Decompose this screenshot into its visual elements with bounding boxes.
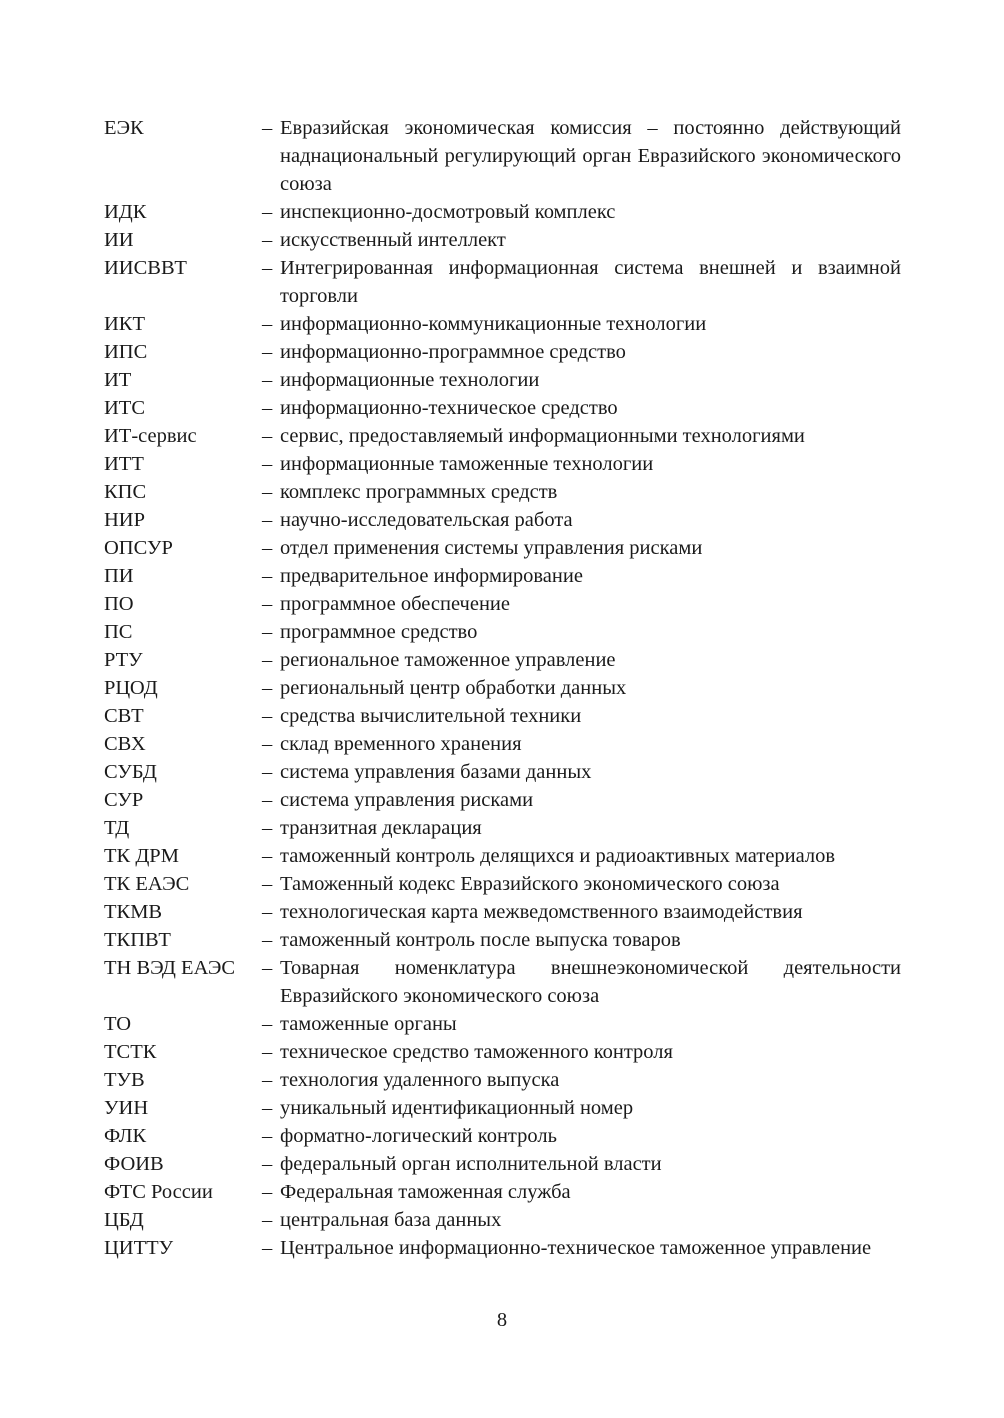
entry-dash: – xyxy=(262,117,273,139)
entry-dash: – xyxy=(262,677,273,699)
abbreviation-entry xyxy=(104,1234,901,1262)
abbreviation-term: ПО xyxy=(104,593,134,615)
abbreviation-entry xyxy=(104,870,901,898)
abbreviation-definition: информационные технологии xyxy=(280,369,540,391)
abbreviation-list xyxy=(104,114,901,1262)
abbreviation-entry xyxy=(104,1094,901,1122)
abbreviation-term: ПС xyxy=(104,621,133,643)
entry-dash: – xyxy=(262,1097,273,1119)
abbreviation-entry xyxy=(104,450,901,478)
abbreviation-definition: технология удаленного выпуска xyxy=(280,1069,560,1091)
abbreviation-term: ИПС xyxy=(104,341,148,363)
abbreviation-definition: информационно-программное средство xyxy=(280,341,626,363)
abbreviation-definition: система управления рисками xyxy=(280,789,534,811)
entry-dash: – xyxy=(262,341,273,363)
entry-dash: – xyxy=(262,733,273,755)
abbreviation-definition: центральная база данных xyxy=(280,1209,502,1231)
abbreviation-definition: транзитная декларация xyxy=(280,817,482,839)
abbreviation-term: ТК ЕАЭС xyxy=(104,873,190,895)
abbreviation-term: СВХ xyxy=(104,733,146,755)
entry-dash: – xyxy=(262,817,273,839)
abbreviation-definition: уникальный идентификационный номер xyxy=(280,1097,634,1119)
abbreviation-definition: таможенный контроль после выпуска товаров xyxy=(280,929,681,951)
abbreviation-entry xyxy=(104,506,901,534)
abbreviation-entry xyxy=(104,954,901,1010)
abbreviation-entry xyxy=(104,310,901,338)
abbreviation-entry xyxy=(104,730,901,758)
abbreviation-entry xyxy=(104,338,901,366)
abbreviation-entry xyxy=(104,562,901,590)
abbreviation-entry xyxy=(104,1066,901,1094)
entry-dash: – xyxy=(262,845,273,867)
abbreviation-definition: информационные таможенные технологии xyxy=(280,453,654,475)
abbreviation-definition: искусственный интеллект xyxy=(280,229,506,251)
abbreviation-term: НИР xyxy=(104,509,146,531)
abbreviation-term: РТУ xyxy=(104,649,143,671)
abbreviation-entry xyxy=(104,702,901,730)
abbreviation-definition: система управления базами данных xyxy=(280,761,592,783)
abbreviation-term: УИН xyxy=(104,1097,149,1119)
abbreviation-definition: технологическая карта межведомственного взаимодействия xyxy=(280,901,803,923)
abbreviation-definition: Товарная номенклатура внешнеэкономической деятельности Евразийского экономического союза xyxy=(280,957,901,1007)
entry-dash: – xyxy=(262,257,273,279)
entry-dash: – xyxy=(262,1013,273,1035)
abbreviation-term: ФОИВ xyxy=(104,1153,164,1175)
abbreviation-definition: Евразийская экономическая комиссия – постоянно действующий наднациональный регулирующий орган Евразийского экономического союза xyxy=(280,117,901,195)
abbreviation-term: ЦБД xyxy=(104,1209,144,1231)
abbreviation-entry xyxy=(104,226,901,254)
entry-dash: – xyxy=(262,901,273,923)
abbreviation-definition: Федеральная таможенная служба xyxy=(280,1181,571,1203)
abbreviation-definition: научно-исследовательская работа xyxy=(280,509,573,531)
abbreviation-term: ТО xyxy=(104,1013,132,1035)
abbreviation-term: ПИ xyxy=(104,565,134,587)
abbreviation-term: ТУВ xyxy=(104,1069,145,1091)
abbreviation-term: ТК ДРМ xyxy=(104,845,179,867)
abbreviation-entry xyxy=(104,926,901,954)
entry-dash: – xyxy=(262,369,273,391)
abbreviation-definition: сервис, предоставляемый информационными технологиями xyxy=(280,425,805,447)
abbreviation-definition: отдел применения системы управления рисками xyxy=(280,537,703,559)
abbreviation-definition: форматно-логический контроль xyxy=(280,1125,557,1147)
abbreviation-definition: таможенный контроль делящихся и радиоактивных материалов xyxy=(280,845,836,867)
abbreviation-definition: предварительное информирование xyxy=(280,565,583,587)
abbreviation-term: ИТ xyxy=(104,369,132,391)
entry-dash: – xyxy=(262,957,273,979)
entry-dash: – xyxy=(262,1209,273,1231)
abbreviation-term: СВТ xyxy=(104,705,144,727)
abbreviation-entry xyxy=(104,590,901,618)
abbreviation-definition: комплекс программных средств xyxy=(280,481,558,503)
abbreviation-term: ИТ-сервис xyxy=(104,425,197,447)
abbreviation-entry xyxy=(104,758,901,786)
abbreviation-entry xyxy=(104,674,901,702)
abbreviation-definition: информационно-техническое средство xyxy=(280,397,618,419)
entry-dash: – xyxy=(262,453,273,475)
abbreviation-term: ОПСУР xyxy=(104,537,173,559)
abbreviation-term: ТКПВТ xyxy=(104,929,171,951)
abbreviation-entry xyxy=(104,646,901,674)
abbreviation-term: ИИ xyxy=(104,229,134,251)
entry-dash: – xyxy=(262,481,273,503)
abbreviation-entry xyxy=(104,1206,901,1234)
abbreviation-entry xyxy=(104,1178,901,1206)
abbreviation-term: ТСТК xyxy=(104,1041,157,1063)
entry-dash: – xyxy=(262,761,273,783)
abbreviation-definition: программное средство xyxy=(280,621,478,643)
abbreviation-term: КПС xyxy=(104,481,147,503)
entry-dash: – xyxy=(262,929,273,951)
entry-dash: – xyxy=(262,509,273,531)
abbreviation-entry xyxy=(104,618,901,646)
abbreviation-term: СУР xyxy=(104,789,144,811)
entry-dash: – xyxy=(262,1181,273,1203)
entry-dash: – xyxy=(262,1237,273,1259)
abbreviation-term: ТД xyxy=(104,817,130,839)
abbreviation-term: СУБД xyxy=(104,761,157,783)
abbreviation-definition: региональный центр обработки данных xyxy=(280,677,627,699)
entry-dash: – xyxy=(262,425,273,447)
entry-dash: – xyxy=(262,789,273,811)
abbreviation-definition: склад временного хранения xyxy=(280,733,522,755)
abbreviation-term: ИКТ xyxy=(104,313,145,335)
abbreviation-term: ИИСВВТ xyxy=(104,257,187,279)
abbreviation-definition: таможенные органы xyxy=(280,1013,457,1035)
abbreviation-term: ТН ВЭД ЕАЭС xyxy=(104,957,236,979)
abbreviation-definition: техническое средство таможенного контроля xyxy=(280,1041,673,1063)
abbreviation-term: ФТС России xyxy=(104,1181,213,1203)
abbreviation-entry xyxy=(104,842,901,870)
entry-dash: – xyxy=(262,1153,273,1175)
abbreviation-term: ФЛК xyxy=(104,1125,147,1147)
abbreviation-definition: средства вычислительной техники xyxy=(280,705,582,727)
abbreviation-term: ЕЭК xyxy=(104,117,144,139)
abbreviation-entry xyxy=(104,114,901,198)
abbreviation-term: ТКМВ xyxy=(104,901,163,923)
abbreviation-entry xyxy=(104,394,901,422)
entry-dash: – xyxy=(262,397,273,419)
entry-dash: – xyxy=(262,1041,273,1063)
abbreviation-definition: программное обеспечение xyxy=(280,593,510,615)
abbreviation-entry xyxy=(104,1010,901,1038)
abbreviation-term: РЦОД xyxy=(104,677,158,699)
entry-dash: – xyxy=(262,1069,273,1091)
abbreviation-definition: федеральный орган исполнительной власти xyxy=(280,1153,662,1175)
abbreviation-definition: инспекционно-досмотровый комплекс xyxy=(280,201,616,223)
abbreviation-term: ИТС xyxy=(104,397,145,419)
entry-dash: – xyxy=(262,229,273,251)
abbreviation-entry xyxy=(104,254,901,310)
abbreviation-entry xyxy=(104,1122,901,1150)
abbreviation-entry xyxy=(104,1038,901,1066)
abbreviation-entry xyxy=(104,814,901,842)
entry-dash: – xyxy=(262,565,273,587)
entry-dash: – xyxy=(262,621,273,643)
abbreviation-term: ЦИТТУ xyxy=(104,1237,174,1259)
abbreviation-entry xyxy=(104,534,901,562)
abbreviation-term: ИДК xyxy=(104,201,147,223)
abbreviation-definition: Интегрированная информационная система внешней и взаимной торговли xyxy=(280,257,901,307)
entry-dash: – xyxy=(262,201,273,223)
abbreviation-entry xyxy=(104,786,901,814)
abbreviation-definition: информационно-коммуникационные технологии xyxy=(280,313,707,335)
abbreviation-definition: Центральное информационно-техническое таможенное управление xyxy=(280,1237,872,1259)
entry-dash: – xyxy=(262,1125,273,1147)
abbreviation-definition: Таможенный кодекс Евразийского экономического союза xyxy=(280,873,780,895)
abbreviation-entry xyxy=(104,198,901,226)
entry-dash: – xyxy=(262,313,273,335)
abbreviation-entry xyxy=(104,1150,901,1178)
page-number: 8 xyxy=(496,1309,508,1331)
entry-dash: – xyxy=(262,873,273,895)
abbreviation-entry xyxy=(104,422,901,450)
entry-dash: – xyxy=(262,649,273,671)
abbreviation-entry xyxy=(104,478,901,506)
abbreviation-entry xyxy=(104,366,901,394)
abbreviation-entry xyxy=(104,898,901,926)
entry-dash: – xyxy=(262,593,273,615)
entry-dash: – xyxy=(262,705,273,727)
entry-dash: – xyxy=(262,537,273,559)
abbreviation-definition: региональное таможенное управление xyxy=(280,649,616,671)
abbreviation-term: ИТТ xyxy=(104,453,144,475)
